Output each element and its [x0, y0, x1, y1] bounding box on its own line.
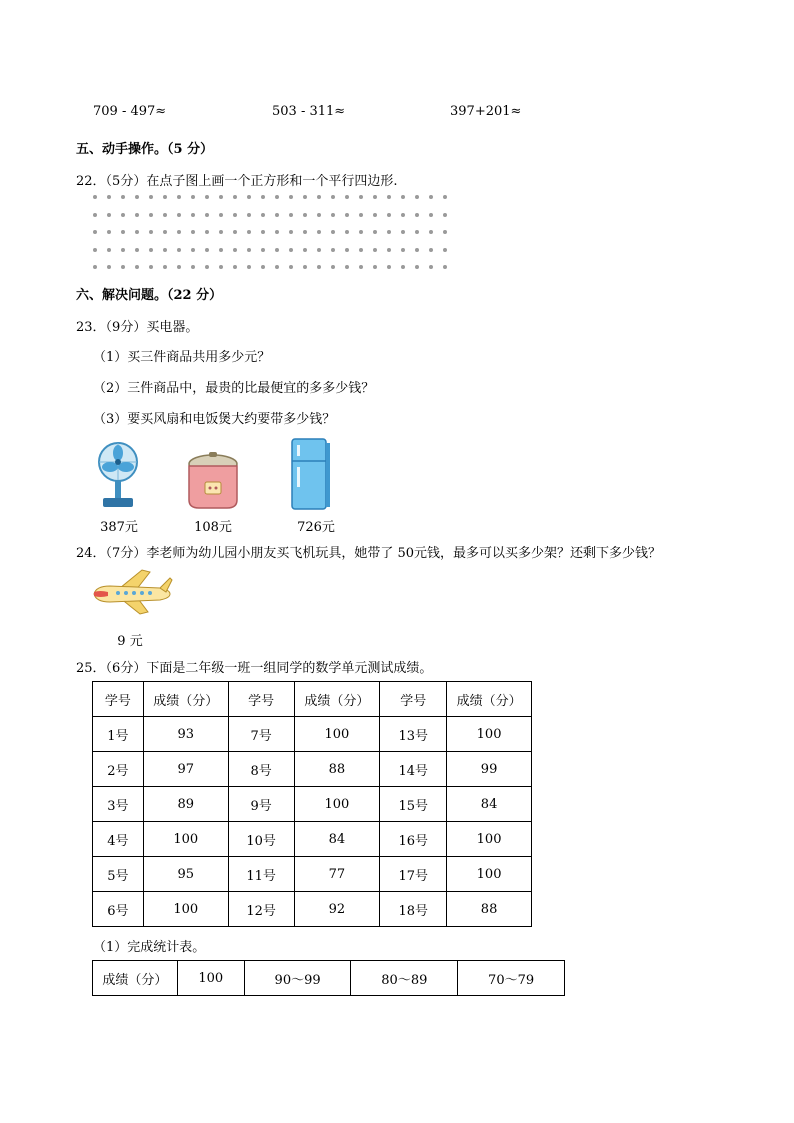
- table-cell: 成绩（分）: [143, 682, 228, 717]
- grid-dot: [135, 230, 139, 234]
- grid-dot: [415, 248, 419, 252]
- grid-dot: [205, 213, 209, 217]
- grid-dot: [275, 195, 279, 199]
- estimate-1: 709 - 497≈: [93, 104, 167, 119]
- grid-dot: [443, 265, 447, 269]
- stat-header-row: [93, 961, 565, 996]
- grid-dot: [205, 248, 209, 252]
- grid-dot: [345, 265, 349, 269]
- grid-dot: [107, 248, 111, 252]
- q23-sub1: （1）买三件商品共用多少元？: [93, 350, 271, 365]
- grid-dot: [443, 213, 447, 217]
- q23-sub2: （2）三件商品中，最贵的比最便宜的多多少钱？: [93, 381, 375, 396]
- grid-dot: [205, 265, 209, 269]
- grid-dot: [93, 195, 97, 199]
- grid-dot: [331, 213, 335, 217]
- q23-title: 23．（9分）买电器。: [76, 320, 199, 335]
- grid-dot: [261, 213, 265, 217]
- grid-dot: [219, 195, 223, 199]
- fan-price: 387元: [100, 520, 138, 535]
- fridge-icon: [288, 437, 332, 513]
- grid-dot: [219, 248, 223, 252]
- grid-dot: [233, 265, 237, 269]
- grid-dot: [289, 230, 293, 234]
- grid-dot: [401, 230, 405, 234]
- table-cell: 6号: [93, 892, 144, 927]
- q24-title: 24．（7分）李老师为幼儿园小朋友买飞机玩具，她带了 50元钱，最多可以买多少架？还剩下多少钱？: [76, 546, 661, 561]
- table-cell: 4号: [93, 822, 144, 857]
- grid-dot: [233, 213, 237, 217]
- grid-dot: [233, 230, 237, 234]
- grid-dot: [163, 195, 167, 199]
- table-cell: 2号: [93, 752, 144, 787]
- grid-dot: [93, 265, 97, 269]
- table-cell: 12号: [228, 892, 294, 927]
- table-cell: 84: [294, 822, 380, 857]
- grid-dot: [443, 248, 447, 252]
- grid-dot: [401, 195, 405, 199]
- table-cell: 100: [447, 857, 532, 892]
- table-cell: 100: [294, 787, 380, 822]
- grid-dot: [191, 213, 195, 217]
- rice-cooker-icon: [185, 452, 241, 512]
- grid-dot: [373, 213, 377, 217]
- table-row: [93, 752, 532, 787]
- grid-dot: [191, 230, 195, 234]
- q22-text: 22．（5分）在点子图上画一个正方形和一个平行四边形.: [76, 174, 398, 189]
- table-cell: 100: [143, 822, 228, 857]
- table-cell: 13号: [380, 717, 447, 752]
- stat-cell: 80～89: [351, 961, 458, 996]
- fridge-price: 726元: [297, 520, 335, 535]
- section6-title: 六、解决问题。（22 分）: [76, 288, 223, 303]
- table-cell: 学号: [228, 682, 294, 717]
- grid-dot: [443, 195, 447, 199]
- grid-dot: [261, 195, 265, 199]
- table-cell: 15号: [380, 787, 447, 822]
- grid-dot: [135, 248, 139, 252]
- grid-dot: [261, 248, 265, 252]
- grid-dot: [135, 265, 139, 269]
- table-cell: 11号: [228, 857, 294, 892]
- grid-dot: [107, 195, 111, 199]
- table-cell: 10号: [228, 822, 294, 857]
- stat-table: [92, 960, 565, 996]
- grid-dot: [303, 195, 307, 199]
- grid-dot: [93, 230, 97, 234]
- grid-dot: [275, 265, 279, 269]
- table-header-row: [93, 682, 532, 717]
- grid-dot: [359, 195, 363, 199]
- q25-title: 25．（6分）下面是二年级一班一组同学的数学单元测试成绩。: [76, 661, 433, 676]
- grid-dot: [387, 230, 391, 234]
- table-row: [93, 822, 532, 857]
- grid-dot: [317, 230, 321, 234]
- estimate-2: 503 - 311≈: [272, 104, 346, 119]
- grid-dot: [387, 248, 391, 252]
- grid-dot: [429, 248, 433, 252]
- grid-dot: [275, 248, 279, 252]
- table-cell: 100: [294, 717, 380, 752]
- table-cell: 95: [143, 857, 228, 892]
- grid-dot: [303, 230, 307, 234]
- score-table: [92, 681, 532, 927]
- grid-dot: [205, 195, 209, 199]
- grid-dot: [289, 213, 293, 217]
- grid-dot: [93, 213, 97, 217]
- table-cell: 成绩（分）: [447, 682, 532, 717]
- grid-dot: [317, 248, 321, 252]
- grid-dot: [429, 230, 433, 234]
- section5-title: 五、动手操作。（5 分）: [76, 142, 214, 157]
- grid-dot: [429, 195, 433, 199]
- table-cell: 100: [447, 717, 532, 752]
- grid-dot: [149, 265, 153, 269]
- table-cell: 97: [143, 752, 228, 787]
- grid-dot: [121, 248, 125, 252]
- stat-cell: 90～99: [244, 961, 351, 996]
- table-cell: 1号: [93, 717, 144, 752]
- grid-dot: [345, 230, 349, 234]
- table-cell: 5号: [93, 857, 144, 892]
- grid-dot: [429, 265, 433, 269]
- table-cell: 100: [143, 892, 228, 927]
- table-cell: 89: [143, 787, 228, 822]
- grid-dot: [163, 248, 167, 252]
- grid-dot: [247, 213, 251, 217]
- grid-dot: [107, 265, 111, 269]
- grid-dot: [373, 248, 377, 252]
- grid-dot: [233, 248, 237, 252]
- grid-dot: [247, 248, 251, 252]
- grid-dot: [191, 265, 195, 269]
- table-cell: 成绩（分）: [294, 682, 380, 717]
- grid-dot: [289, 195, 293, 199]
- table-row: [93, 717, 532, 752]
- grid-dot: [373, 195, 377, 199]
- table-cell: 92: [294, 892, 380, 927]
- table-row: [93, 892, 532, 927]
- grid-dot: [247, 195, 251, 199]
- grid-dot: [261, 230, 265, 234]
- grid-dot: [275, 213, 279, 217]
- grid-dot: [359, 213, 363, 217]
- grid-dot: [331, 230, 335, 234]
- grid-dot: [289, 248, 293, 252]
- grid-dot: [191, 195, 195, 199]
- grid-dot: [401, 213, 405, 217]
- table-cell: 88: [447, 892, 532, 927]
- fan-icon: [93, 440, 143, 512]
- grid-dot: [177, 265, 181, 269]
- grid-dot: [163, 265, 167, 269]
- grid-dot: [429, 213, 433, 217]
- grid-dot: [317, 213, 321, 217]
- grid-dot: [121, 265, 125, 269]
- grid-dot: [443, 230, 447, 234]
- grid-dot: [177, 213, 181, 217]
- airplane-icon: [90, 568, 174, 618]
- grid-dot: [107, 230, 111, 234]
- q23-sub3: （3）要买风扇和电饭煲大约要带多少钱？: [93, 412, 336, 427]
- grid-dot: [247, 265, 251, 269]
- grid-dot: [401, 265, 405, 269]
- grid-dot: [191, 248, 195, 252]
- grid-dot: [149, 248, 153, 252]
- grid-dot: [233, 195, 237, 199]
- grid-dot: [415, 213, 419, 217]
- grid-dot: [177, 230, 181, 234]
- grid-dot: [331, 248, 335, 252]
- grid-dot: [219, 230, 223, 234]
- grid-dot: [387, 213, 391, 217]
- rice-cooker-price: 108元: [194, 520, 232, 535]
- grid-dot: [135, 195, 139, 199]
- stat-cell: 100: [177, 961, 244, 996]
- grid-dot: [121, 195, 125, 199]
- grid-dot: [415, 230, 419, 234]
- grid-dot: [345, 195, 349, 199]
- grid-dot: [219, 265, 223, 269]
- grid-dot: [373, 230, 377, 234]
- table-row: [93, 857, 532, 892]
- grid-dot: [149, 195, 153, 199]
- table-cell: 100: [447, 822, 532, 857]
- grid-dot: [149, 213, 153, 217]
- grid-dot: [415, 265, 419, 269]
- table-cell: 8号: [228, 752, 294, 787]
- grid-dot: [261, 265, 265, 269]
- table-row: [93, 787, 532, 822]
- grid-dot: [331, 265, 335, 269]
- grid-dot: [247, 230, 251, 234]
- grid-dot: [107, 213, 111, 217]
- stat-cell: 70～79: [458, 961, 565, 996]
- grid-dot: [359, 248, 363, 252]
- table-cell: 99: [447, 752, 532, 787]
- q25-sub1: （1）完成统计表。: [93, 940, 206, 955]
- grid-dot: [163, 213, 167, 217]
- grid-dot: [289, 265, 293, 269]
- grid-dot: [387, 265, 391, 269]
- table-cell: 16号: [380, 822, 447, 857]
- grid-dot: [345, 213, 349, 217]
- table-cell: 77: [294, 857, 380, 892]
- table-cell: 学号: [93, 682, 144, 717]
- grid-dot: [177, 195, 181, 199]
- table-cell: 84: [447, 787, 532, 822]
- grid-dot: [303, 248, 307, 252]
- grid-dot: [359, 265, 363, 269]
- grid-dot: [345, 248, 349, 252]
- grid-dot: [135, 213, 139, 217]
- grid-dot: [373, 265, 377, 269]
- table-cell: 14号: [380, 752, 447, 787]
- grid-dot: [121, 230, 125, 234]
- stat-cell: 成绩（分）: [93, 961, 178, 996]
- grid-dot: [205, 230, 209, 234]
- estimate-3: 397+201≈: [450, 104, 522, 119]
- airplane-price: 9 元: [117, 634, 143, 649]
- grid-dot: [317, 265, 321, 269]
- grid-dot: [149, 230, 153, 234]
- grid-dot: [401, 248, 405, 252]
- table-cell: 17号: [380, 857, 447, 892]
- table-cell: 93: [143, 717, 228, 752]
- grid-dot: [303, 213, 307, 217]
- table-cell: 7号: [228, 717, 294, 752]
- table-cell: 18号: [380, 892, 447, 927]
- grid-dot: [275, 230, 279, 234]
- table-cell: 88: [294, 752, 380, 787]
- grid-dot: [415, 195, 419, 199]
- grid-dot: [331, 195, 335, 199]
- table-cell: 学号: [380, 682, 447, 717]
- grid-dot: [177, 248, 181, 252]
- table-cell: 3号: [93, 787, 144, 822]
- grid-dot: [387, 195, 391, 199]
- table-cell: 9号: [228, 787, 294, 822]
- grid-dot: [219, 213, 223, 217]
- grid-dot: [303, 265, 307, 269]
- grid-dot: [317, 195, 321, 199]
- grid-dot: [163, 230, 167, 234]
- grid-dot: [121, 213, 125, 217]
- grid-dot: [359, 230, 363, 234]
- grid-dot: [93, 248, 97, 252]
